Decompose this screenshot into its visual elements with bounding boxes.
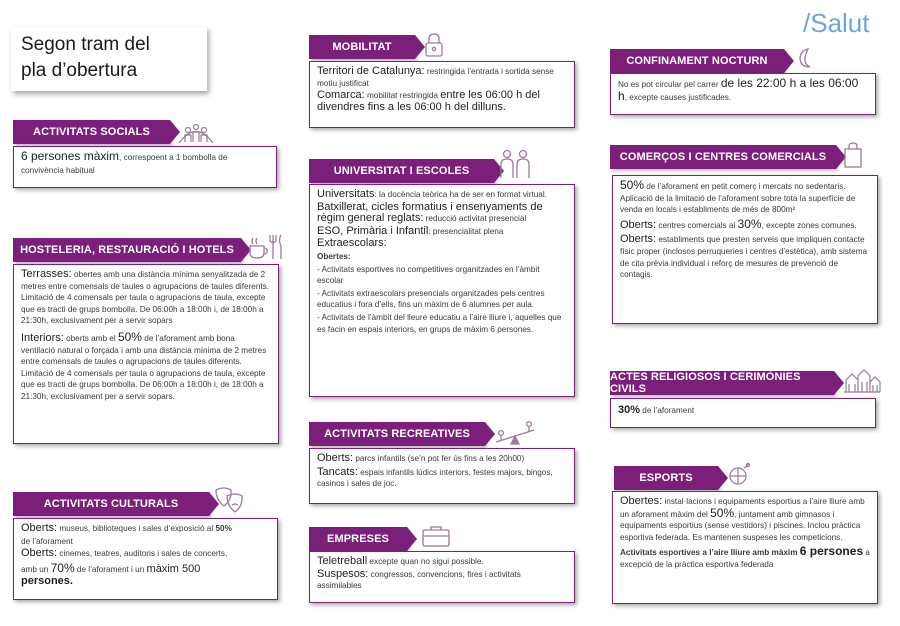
card-empreses: Teletreball excepte quan no sigui possible. Suspesos: congressos, convencions, fires i activitats assimilables — [309, 551, 575, 603]
header-mobilitat: MOBILITAT — [309, 35, 415, 59]
brand-logo: /Salut — [803, 8, 870, 38]
cup-cutlery-icon — [246, 232, 286, 262]
card-mobilitat: Territori de Catalunya: restringida l’entrada i sortida sense motiu justificat Comarca: mobilitat restringida entre les 06:00 h del divendres fins a les 06:00 h del dilluns. — [309, 61, 575, 128]
card-activitats-socials: 6 persones màxim, correspoent a 1 bombolla de convivència habitual — [13, 146, 277, 188]
title-line-1: Segon tram del — [21, 34, 150, 55]
building-icon — [842, 368, 882, 394]
header-esports: ESPORTS — [614, 466, 718, 490]
moon-icon — [793, 46, 817, 70]
theatre-masks-icon — [213, 486, 245, 516]
students-icon — [498, 148, 532, 180]
shopping-bag-icon — [842, 141, 864, 169]
header-confinament-nocturn: CONFINAMENT NOCTURN — [610, 49, 784, 73]
card-esports: Obertes: instal·lacions i equipaments esportius a l’aire lliure amb un aforament màxim del 50%, juntament amb gimnasos i equipaments esportius (sense vestidors) i piscines. Inclou pràctica esportiva federada. Es mantenen suspeses les competicions. Activitats esportives a l’aire lliure amb màxim 6 persones a excepció de la pràctica esportiva federada — [612, 491, 878, 604]
title-line-2: pla d’obertura — [21, 60, 138, 81]
header-actes-religiosos: ACTES RELIGIOSOS I CERIMÒNIES CIVILS — [610, 371, 834, 395]
group-people-icon — [176, 118, 216, 144]
card-actes-religiosos: 30% de l’aforament — [610, 398, 876, 428]
header-hosteleria: HOSTELERIA, RESTAURACIÓ I HOTELS — [13, 238, 241, 262]
briefcase-icon — [421, 524, 451, 548]
card-universitat-escoles: Universitats: la docència teòrica ha de ser en format virtual. Batxillerat, cicles formatius i ensenyaments de règim general reglats: reducció activitat presencial ESO, Primària i Infantil: presencialitat plena Extraescolars: Obertes: - Activitats esportives no competitives organitzades en l’àmbit escolar - Activitats extraescolars presencials organitzades pels centres educatius i fora d’ells, fins un màxim de 6 alumnes per aula. - Activitats de l’àmbit del lleure educatiu a l’aire lliure i, aquelles que es facin en espais interiors, en grups de màxim 6 persones. — [309, 184, 575, 397]
header-comercos: COMERÇOS I CENTRES COMERCIALS — [610, 145, 836, 169]
card-hosteleria: Terrasses: obertes amb una distància mínima senyalitzada de 2 metres entre comensals de taules o agrupacions de taules diferents. Limitació de 4 comensals per taula o agrupacions de taula, excepte que es tracti de grups bombolla. De 06:00h a 18:00h i, de 18:00h a 21:30h, exclusivament per a servir sopars Interiors: oberts amb el 50% de l’aforament amb bona ventilació natural o forçada i amb una distància mínima de 2 metres entre comensals de taules o agrupacions de taules diferents. Limitació de 4 comensals per taula o agrupacions de taula, excepte que es tracti de grups bombolla. De 06:00h a 18:00h i, de 18:00h a 21:30h, exclusivament per a servir sopars. — [13, 264, 279, 444]
sports-ball-icon — [728, 462, 752, 486]
header-empreses: EMPRESES — [309, 527, 407, 551]
card-comercos: 50% de l’aforament en petit comerç i mercats no sedentaris. Aplicació de la limitació de l’aforament sobre tota la superfície de venda en locals i establiments de més de 800m² Oberts: centres comercials al 30%, excepte zones comunes. Oberts: establiments que presten serveis que impliquen contacte físic proper (inclosos perruqueries i centres d’estètica), amb sistema de cita prèvia individual i reforç de mesures de prevenció de contagis. — [612, 175, 878, 324]
header-universitat-escoles: UNIVERSITAT I ESCOLES — [309, 159, 494, 183]
header-activitats-recreatives: ACTIVITATS RECREATIVES — [309, 422, 485, 446]
card-activitats-recreatives: Oberts: parcs infantils (se’n pot fer ús fins a les 20h00) Tancats: espais infantils lúdics interiors, festes majors, bingos, casinos i sales de joc. — [309, 448, 575, 504]
seesaw-icon — [493, 420, 537, 446]
card-activitats-culturals: Oberts: museus, biblioteques i sales d’exposició al 50% de l’aforament Oberts: cinemes, teatres, auditoris i sales de concerts, amb un 70% de l’aforament i un màxim 500 persones. — [13, 518, 278, 600]
page-title — [11, 27, 207, 91]
header-activitats-socials: ACTIVITATS SOCIALS — [13, 120, 170, 144]
card-confinament-nocturn: No es pot circular pel carrer de les 22:00 h a les 06:00 h, excepte causes justificades. — [610, 73, 876, 115]
header-activitats-culturals: ACTIVITATS CULTURALS — [13, 492, 209, 516]
padlock-icon — [424, 32, 444, 58]
